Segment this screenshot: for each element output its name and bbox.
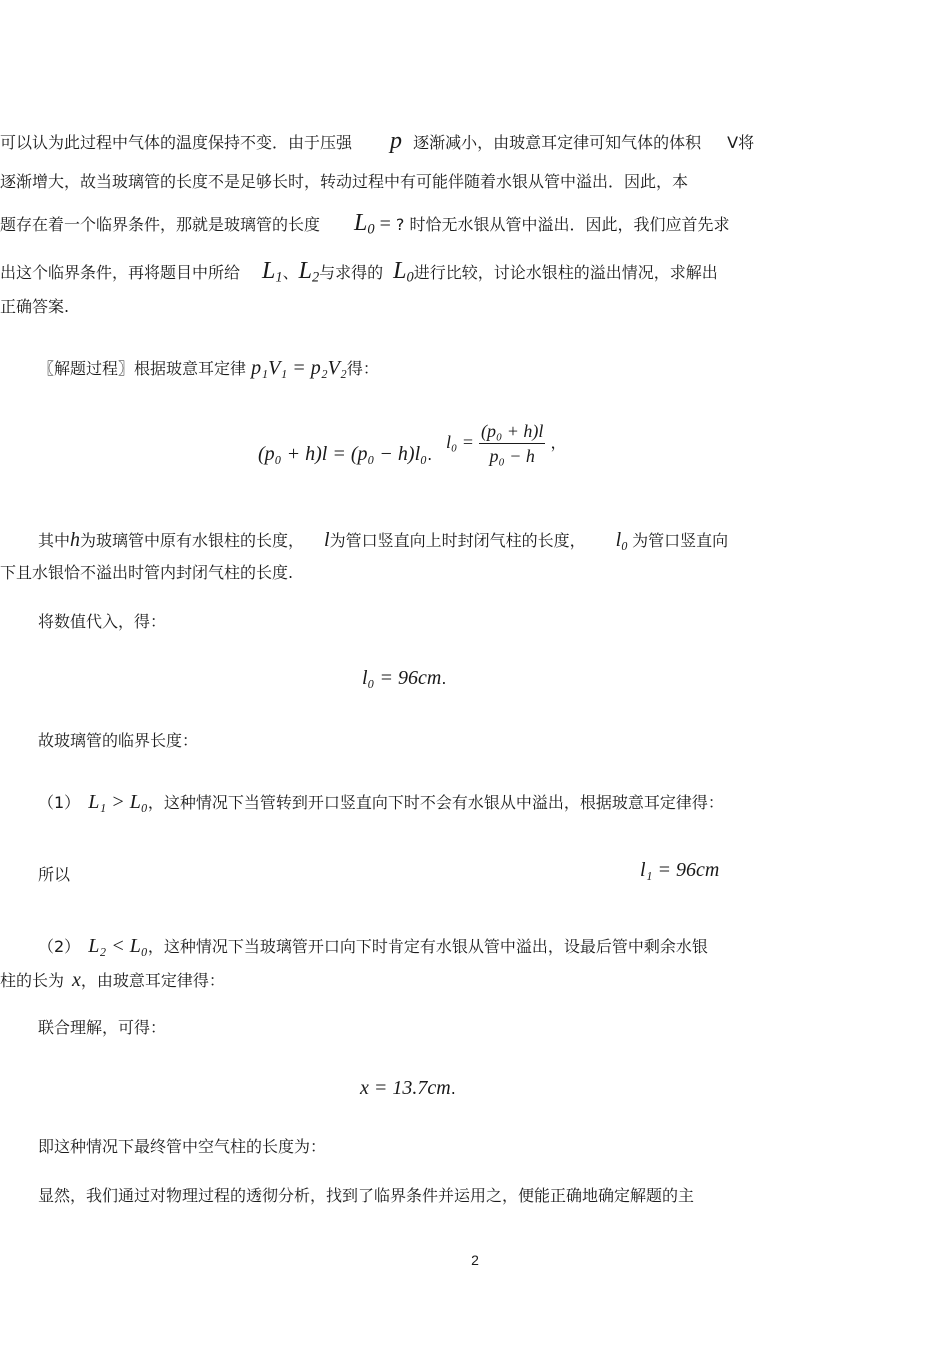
equation-1 (258, 440, 432, 469)
text: 可以认为此过程中气体的温度保持不变．由于压强 (0, 133, 353, 152)
equation-lhs: (p₀ + h)l = (p₀ − h)l₀ (258, 443, 428, 465)
fraction-numerator: (p₀ + h)l (479, 420, 545, 444)
text: 为管口竖直向 (632, 531, 729, 550)
case-2-condition: L₂ < L₀ (88, 935, 148, 957)
text: 、 (282, 263, 299, 282)
h-symbol: h (70, 529, 81, 551)
pressure-symbol: p (390, 128, 403, 154)
para1-line2: 逐渐增大，故当玻璃管的长度不是足够长时，转动过程中有可能伴随着水银从管中溢出．因此，本 (0, 172, 689, 191)
text: 柱的长为 (0, 971, 65, 990)
case-1 (38, 792, 724, 813)
text: 时恰无水银从管中溢出．因此，我们应首先求 (409, 215, 730, 234)
combine-text: 联合理解，可得： (38, 1018, 167, 1037)
text: 进行比较，讨论水银柱的溢出情况，求解出 (413, 263, 718, 282)
text: ? (395, 215, 410, 234)
text: （2） (38, 937, 81, 956)
conclusion-text: 显然，我们通过对物理过程的透彻分析，找到了临界条件并运用之，便能正确地确定解题的主 (38, 1186, 695, 1205)
result-text: 即这种情况下最终管中空气柱的长度为： (38, 1137, 327, 1156)
text: . (427, 445, 433, 464)
case-2-line1 (38, 936, 708, 957)
l-symbol: l (324, 529, 330, 551)
para1-line4 (0, 258, 718, 288)
text: 得： (346, 359, 379, 378)
text: 将 (738, 133, 755, 152)
text: 出这个临界条件，再将题目中所给 (0, 263, 241, 282)
case-2-line2 (0, 970, 225, 991)
equation-l1 (640, 856, 719, 885)
L1-symbol: $L_1$ (262, 258, 283, 286)
case-1-condition: L₁ > L₀ (88, 791, 148, 813)
text: （1） (38, 793, 81, 812)
text: 题存在着一个临界条件，那就是玻璃管的长度 (0, 215, 321, 234)
L0-symbol: $L_0$ (354, 210, 375, 238)
text: ， (550, 433, 567, 452)
para1-line1 (0, 128, 755, 154)
text: . (441, 669, 447, 688)
text: ，这种情况下当管转到开口竖直向下时不会有水银从中溢出，根据玻意耳定律得： (147, 793, 724, 812)
text: l₀ = 96cm (362, 667, 442, 689)
so-label: 所以 (38, 865, 71, 884)
volume-symbol: V (727, 133, 739, 152)
L0-symbol: $L_0$ (393, 258, 414, 286)
text: 与求得的 (319, 263, 384, 282)
critical-length-text: 故玻璃管的临界长度： (38, 731, 199, 750)
equation-3 (360, 1074, 456, 1103)
para2-line2: 下且水银恰不溢出时管内封闭气柱的长度. (0, 563, 294, 582)
L2-symbol: $L_2$ (298, 258, 320, 286)
text: 为管口竖直向上时封闭气柱的长度， (329, 531, 586, 550)
fraction-denominator: p₀ − h (489, 446, 535, 466)
text: 为玻璃管中原有水银柱的长度， (80, 531, 305, 550)
equation-2 (362, 664, 446, 693)
para1-line5: 正确答案. (0, 297, 70, 316)
boyle-law-formula: p₁V₁ = p₂V₂ (251, 357, 347, 379)
text: l₀ = (446, 432, 474, 452)
text: x = 13.7cm (360, 1077, 451, 1099)
equation-1-fraction (446, 420, 567, 467)
text: . (450, 1079, 456, 1098)
page-number: 2 (471, 1252, 479, 1268)
solution-header (38, 358, 379, 379)
text: l₁ = 96cm (640, 859, 720, 881)
text: 其中 (38, 531, 71, 550)
text: ，由玻意耳定律得： (80, 971, 225, 990)
fraction (479, 420, 545, 467)
l0-symbol: l₀ (615, 529, 629, 551)
para2-line1 (38, 530, 728, 551)
x-symbol: x (72, 969, 81, 991)
text: ，这种情况下当玻璃管开口向下时肯定有水银从管中溢出，设最后管中剩余水银 (147, 937, 708, 956)
text: 逐渐减小，由玻意耳定律可知气体的体积 (413, 133, 702, 152)
text: 〖解题过程〗根据玻意耳定律 (38, 359, 247, 378)
substitution-text: 将数值代入，得： (38, 612, 167, 631)
para1-line3: 题存在着一个临界条件，那就是玻璃管的长度 $L_0$ = ? 时恰无水银从管中溢出．因此，我们应首先求 (0, 210, 730, 238)
